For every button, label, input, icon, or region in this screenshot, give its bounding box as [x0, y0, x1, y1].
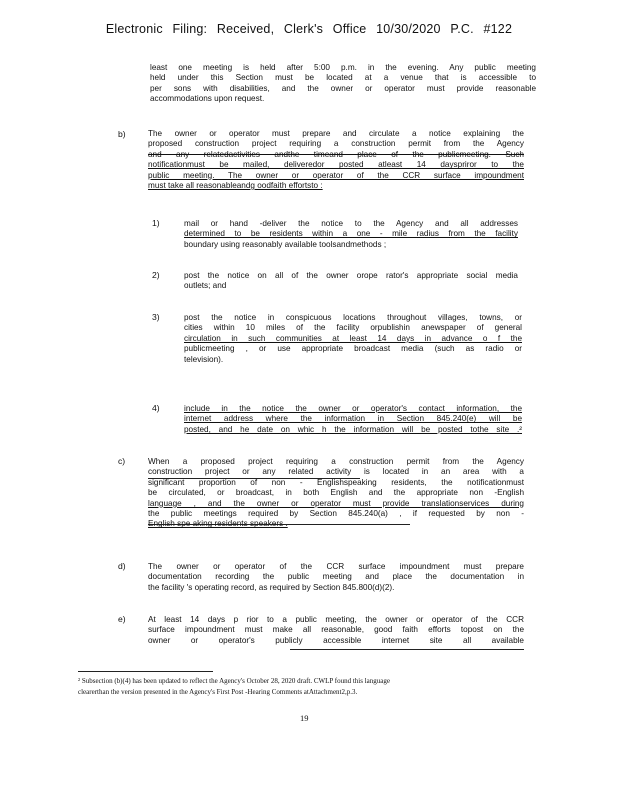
section-d-line: The owner or operator of the CCR surface impoundment must prepare — [148, 562, 524, 571]
footnote — [78, 676, 548, 697]
section-c-paragraph — [148, 457, 524, 530]
section-e-line: owner or operator's publicly accessible internet site all available — [148, 635, 524, 645]
item-3-line: circulation in such communities at least 14 days in advance o f the — [184, 333, 522, 343]
item-1-text — [184, 219, 518, 250]
section-b-line: The owner or operator must prepare and circulate a notice explaining the — [148, 129, 524, 138]
section-d-line: the facility 's operating record, as required by Section 845.800(d)(2). — [148, 582, 395, 592]
item-3-line: post the notice in conspicuous locations throughout villages, towns, or — [184, 313, 522, 322]
item-3-line: cities within 10 miles of the facility orpublishin anewspaper of general — [184, 323, 522, 333]
item-3-line: publicmeeting , or use appropriate broadcast media (such as radio or — [184, 344, 522, 354]
section-b-paragraph — [148, 129, 524, 191]
section-d-label: d) — [118, 561, 126, 571]
section-c-line: language , and the owner or operator must provide translationservices during — [148, 498, 524, 508]
filing-stamp-header: Electronic Filing: Received, Clerk's Office 10/30/2020 P.C. #122 — [105, 22, 513, 36]
section-b-line-revised: notificationmust be mailed, deliveredor posted atleast 14 dayspriror to the — [148, 160, 524, 170]
item-2-line: outlets; and — [184, 281, 227, 291]
item-2-line: post the notice on all of the owner orope rator's appropriate social media — [184, 271, 518, 280]
section-e-line: At least 14 days p rior to a public meeting, the owner or operator of the CCR — [148, 615, 524, 624]
intro-line: least one meeting is held after 5:00 p.m. in the evening. Any public meeting — [150, 63, 536, 72]
item-3-text — [184, 313, 522, 365]
item-1-line: boundary using reasonably available toolsandmethods ; — [184, 239, 387, 249]
item-2-number: 2) — [152, 270, 160, 280]
section-b-line-revised: and any relatedactivities andthe timeand place of the publicmeeting. Such — [148, 149, 524, 159]
section-b-label: b) — [118, 129, 126, 139]
footnote-line: ² Subsection (b)(4) has been updated to reflect the Agency's October 28, 2020 draft. CWLP found this language — [78, 677, 390, 685]
item-4-number: 4) — [152, 403, 160, 413]
intro-line: accommodations upon request. — [150, 94, 265, 104]
item-1-line: determined to be residents within a one - mile radius from the facility — [184, 229, 518, 239]
section-c-line: the public meetings required by Section 845.240(a) , if requested by non - — [148, 509, 524, 519]
section-b-line-revised: public meeting. The owner or operator of the CCR surface impoundment — [148, 170, 524, 180]
item-1-line: mail or hand -deliver the notice to the Agency and all addresses — [184, 219, 518, 228]
section-e-paragraph — [148, 615, 524, 646]
deleted-text-strike — [148, 478, 360, 479]
section-b-line: proposed construction project requiring a construction permit from the Agency — [148, 139, 524, 149]
item-3-number: 3) — [152, 312, 160, 322]
item-4-text — [184, 404, 522, 435]
item-4-line: posted, and he date on whic h the information will be posted tothe site .² — [184, 424, 522, 434]
section-c-line: When a proposed project requiring a construction permit from the Agency — [148, 457, 524, 466]
section-c-label: c) — [118, 456, 126, 466]
section-c-line: English spe aking residents speakers . — [148, 519, 288, 529]
section-c-line: construction project or any related activity is located in an area with a — [148, 467, 524, 477]
section-e-label: e) — [118, 614, 126, 624]
intro-line: held under this Section must be located at a venue that is accessible to — [150, 73, 536, 83]
section-b-line-revised: must take all reasonableandg oodfaith effortsto : — [148, 181, 323, 191]
intro-paragraph — [150, 63, 536, 105]
item-2-text — [184, 271, 518, 292]
page-number: 19 — [300, 713, 309, 723]
section-d-line: documentation recording the public meeting and place the documentation in — [148, 572, 524, 582]
footnote-separator — [78, 671, 213, 672]
intro-line: per sons with disabilities, and the owner or operator must provide reasonable — [150, 83, 536, 93]
item-4-line: internet address where the information in Section 845.240(e) will be — [184, 414, 522, 424]
inserted-text-underline — [290, 649, 524, 650]
section-d-paragraph — [148, 562, 524, 593]
item-3-line: television). — [184, 354, 224, 364]
item-1-number: 1) — [152, 218, 160, 228]
section-e-line: surface impoundment must make all reasonable, good faith efforts topost on the — [148, 625, 524, 635]
section-c-line: significant proportion of non - Englishspeaking residents, the notificationmust — [148, 477, 524, 487]
item-4-line: include in the notice the owner or operator's contact information, the — [184, 404, 522, 413]
deleted-text-strike — [148, 524, 410, 525]
section-c-line: be circulated, or broadcast, in both English and the appropriate non -English — [148, 488, 524, 498]
footnote-line: clearerthan the version presented in the Agency's First Post -Hearing Comments atAttachment2,p.3. — [78, 687, 358, 696]
